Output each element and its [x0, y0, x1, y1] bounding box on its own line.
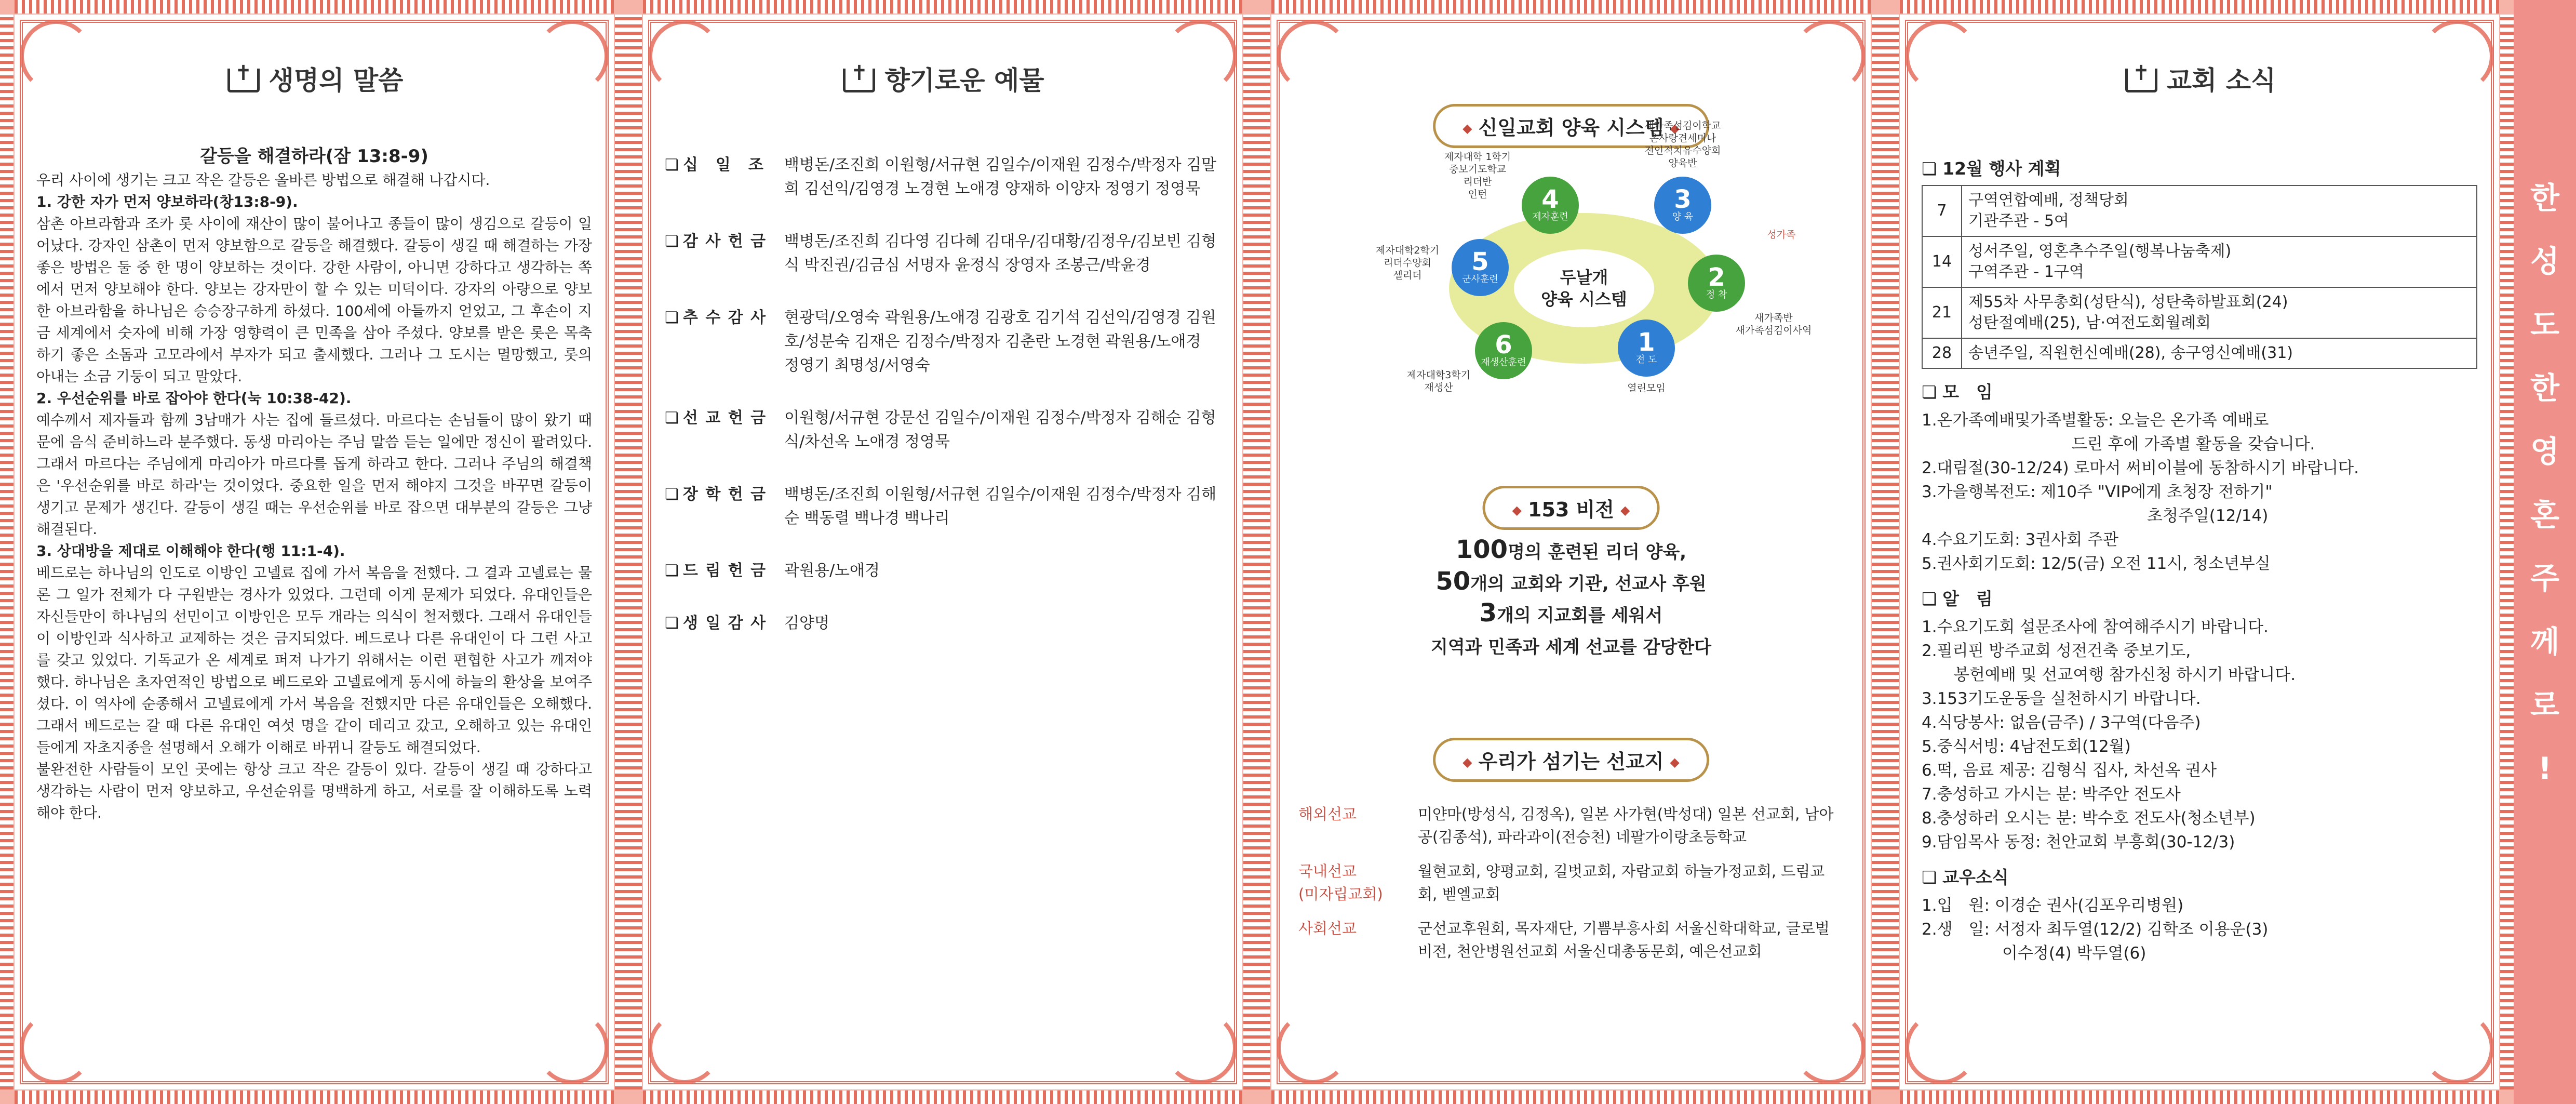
mission-value: 월현교회, 양평교회, 길벗교회, 자람교회 하늘가정교회, 드림교회, 벧엘교회: [1418, 862, 1825, 903]
node-number: 6: [1495, 330, 1512, 360]
section-title-text: 교회 소식: [2166, 65, 2276, 96]
list-item: 3.가을행복전도: 제10주 "VIP에게 초청장 전하기" 초청주일(12/14): [1922, 483, 2273, 525]
list-item: 4.수요기도회: 3권사회 주관: [1922, 530, 2118, 549]
node-caption: 제자대학3학기 재생산: [1406, 369, 1471, 393]
offering-label: ❏ 추 수 감 사: [665, 306, 784, 378]
vision-title: ◆ 153 비전 ◆: [1483, 486, 1660, 530]
diagram-node: [1522, 177, 1579, 234]
list-item: 7.충성하고 가시는 분: 박주안 전도사: [1922, 785, 2181, 804]
offering-label: ❏ 감 사 헌 금: [665, 230, 784, 277]
sermon-intro: 우리 사이에 생기는 크고 작은 갈등은 올바른 방법으로 해결해 나갑시다.: [36, 171, 490, 189]
node-caption: 열린모임: [1627, 382, 1666, 394]
banner-char: 혼: [2530, 497, 2560, 533]
offering-names: 곽원용/노애경: [784, 562, 880, 580]
list-item: 5.권사회기도회: 12/5(금) 오전 11시, 청소년부실: [1922, 554, 2271, 573]
sermon-title: 갈등을 해결하라(잠 13:8-9): [200, 146, 428, 167]
node-caption: 새가족섬김이학교 온사랑견세미나 전인적치유수양회 양육반: [1644, 120, 1721, 169]
node-number: 2: [1708, 263, 1725, 292]
side-banner: [2514, 0, 2576, 1104]
offering-names: 이원형/서규현 강문선 김일수/이재원 김정수/박정자 김해순 김형식/차선옥 노애경 정영묵: [784, 409, 1216, 451]
vision-line: [1304, 567, 1839, 598]
diagram-node: [1452, 239, 1509, 296]
list-item: 3.153기도운동을 실천하시기 바랍니다.: [1922, 689, 2201, 708]
offering-row: [665, 611, 1220, 635]
node-label: 양 육: [1672, 211, 1694, 222]
panel-vision: [1257, 0, 1885, 1104]
diagram-node: [1618, 320, 1675, 377]
diagram-core: 두날개 양육 시스템: [1514, 249, 1654, 327]
vision-line-text: 명의 훈련된 리더 양육,: [1508, 542, 1687, 563]
sermon-paragraph: 삼촌 아브라함과 조카 롯 사이에 재산이 많이 불어나고 종들이 많이 생김으로 갈등이 일어났다. 강자인 삼촌이 먼저 양보함으로 갈등을 해결했다. 갈등이 생길 때 해결하는 가장 좋은 방법은 둘 중 한 명이 양보하는 것이다. 강한 사람이, 아니면 강하다고 생각하는 쪽에서 먼저 양보해야 한다. 양보는 강자만이 할 수 있는 미덕이다. 강자의 아량으로 양보한 아브라함을 하나님은 승승장구하게 하셨다. 100세에 아들까지 얻었고, 그 후손이 지금 세계에서 숫자에 비해 가장 영향력이 큰 민족을 삼아 주셨다. 양보를 받은 롯은 목축하기 좋은 소돔과 고모라에서 부자가 되고 출세했다. 그러나 그 도시는 멸망했고, 롯의 아내는 소금 기둥이 되고 말았다.: [36, 215, 592, 385]
decorative-stripe: [0, 15, 14, 1089]
banner-char: 영: [2530, 434, 2560, 469]
diagram-node: [1475, 322, 1532, 379]
node-label: 재생산훈련: [1481, 357, 1526, 368]
vision-number: 100: [1455, 535, 1508, 564]
sermon-point: 1. 강한 자가 먼저 양보하라(창13:8-9).: [36, 193, 298, 210]
panel-offerings: [628, 0, 1257, 1104]
vision-line-text: 개의 지교회를 세워서: [1497, 605, 1663, 626]
node-number: 3: [1674, 185, 1692, 214]
system-title: ◆ 신일교회 양육 시스템 ◆: [1433, 104, 1709, 148]
decorative-stripe: [1257, 15, 1270, 1089]
schedule-day: 14: [1922, 236, 1962, 287]
list-item: 5.중식서빙: 4남전도회(12월): [1922, 737, 2131, 756]
node-label: 제자훈련: [1532, 211, 1568, 222]
mission-title: ◆ 우리가 섬기는 선교지 ◆: [1433, 738, 1709, 782]
list-item: 1.수요기도회 설문조사에 참여해주시기 바랍니다.: [1922, 618, 2269, 636]
list-item: 2.대림절(30-12/24) 로마서 써비이블에 동참하시기 바랍니다.: [1922, 459, 2359, 477]
schedule-day: 21: [1922, 287, 1962, 338]
banner-char: 도: [2530, 307, 2560, 342]
node-caption: 제자대학2학기 리더수양회 셀리더: [1375, 245, 1440, 281]
node-caption: 새가족반 새가족섬김이사역: [1735, 312, 1812, 336]
decorative-stripe: [643, 0, 1242, 14]
node-label: 전 도: [1635, 354, 1657, 365]
vision-text: [1304, 535, 1839, 662]
table-row: [1922, 338, 2477, 368]
members-title: ❏ 교우소식: [1922, 866, 2477, 889]
corner-ornament: [1793, 20, 1866, 92]
corner-ornament: [1277, 20, 1349, 92]
decorative-stripe: [1271, 1090, 1871, 1104]
node-number: 1: [1638, 328, 1655, 357]
schedule-day: 7: [1922, 185, 1962, 236]
section-title-text: 생명의 말씀: [269, 65, 404, 96]
schedule-text: 성서주일, 영혼추수주일(행복나눔축제) 구역주관 - 1구역: [1962, 236, 2477, 287]
schedule-text: 송년주일, 직원헌신예배(28), 송구영신예배(31): [1962, 338, 2477, 368]
section-title: [1885, 60, 2514, 97]
offering-label: ❏ 선 교 헌 금: [665, 406, 784, 454]
section-title: [0, 60, 628, 97]
sermon-point: 2. 우선순위를 바로 잡아야 한다(눅 10:38-42).: [36, 390, 352, 407]
list-item: 1.온가족예배및가족별활동: 오늘은 온가족 예배로 드린 후에 가족별 활동을 갖습니다.: [1922, 411, 2315, 454]
decorative-stripe: [1900, 0, 2499, 14]
list-item: 2.필리핀 방주교회 성전건축 중보기도, 봉헌예배 및 선교여행 참가신청 하시기 바랍니다.: [1922, 642, 2296, 684]
panel-church-news: [1885, 0, 2514, 1104]
sermon: [36, 145, 592, 824]
diagram-node: [1688, 255, 1745, 312]
offering-names: 김양명: [784, 614, 829, 632]
growth-label: 성가족: [1767, 229, 1796, 241]
schedule-table: [1922, 185, 2477, 369]
vision-number: 50: [1435, 567, 1471, 596]
offering-row: [665, 483, 1220, 530]
decorative-stripe: [15, 1090, 614, 1104]
corner-ornament: [648, 1012, 721, 1084]
vision-line: [1304, 598, 1839, 630]
bible-cross-icon: [2123, 64, 2159, 92]
corner-ornament: [2421, 1012, 2494, 1084]
decorative-stripe: [1243, 15, 1257, 1089]
banner-char: 로: [2530, 687, 2560, 723]
vision-line: [1304, 630, 1839, 662]
list-item: 9.담임목사 동정: 천안교회 부흥회(30-12/3): [1922, 833, 2235, 852]
table-row: [1922, 185, 2477, 236]
schedule-title: ❏ 12월 행사 계획: [1922, 157, 2477, 181]
corner-ornament: [1793, 1012, 1866, 1084]
banner-char: 주: [2530, 561, 2560, 596]
corner-ornament: [1277, 1012, 1349, 1084]
mission-row: [1298, 803, 1844, 848]
mission-row: [1298, 860, 1844, 906]
decorative-stripe: [15, 0, 614, 14]
list-item: 4.식당봉사: 없음(금주) / 3구역(다음주): [1922, 713, 2201, 732]
decorative-stripe: [1900, 1090, 2499, 1104]
mission-value: 군선교후원회, 목자재단, 기쁨부흥사회 서울신학대학교, 글로벌비전, 천안병원선교회 서울신대총동문회, 예은선교회: [1418, 920, 1830, 960]
banner-char: !: [2538, 751, 2552, 786]
decorative-stripe: [1872, 15, 1885, 1089]
list-item: 6.떡, 음료 제공: 김형식 집사, 차선옥 권사: [1922, 761, 2217, 780]
decorative-stripe: [1885, 15, 1899, 1089]
meetings-title: ❏ 모 임: [1922, 380, 2477, 404]
vision-line: [1304, 535, 1839, 567]
sermon-paragraph: 불완전한 사람들이 모인 곳에는 항상 크고 작은 갈등이 있다. 갈등이 생길 때 강하다고 생각하는 사람이 먼저 양보하고, 우선순위를 명백하게 하고, 서로를 잘 이해하도록 노력해야 한다.: [36, 761, 592, 821]
banner-char: 성: [2530, 244, 2560, 279]
banner-char: 한: [2530, 180, 2560, 216]
mission-list: [1298, 803, 1844, 974]
decorative-stripe: [615, 15, 628, 1089]
corner-ornament: [1164, 1012, 1237, 1084]
list-item: 2.생 일: 서정자 최두열(12/2) 김학조 이용운(3) 이수정(4) 박두열(6): [1922, 920, 2269, 963]
table-row: [1922, 287, 2477, 338]
vision-number: 3: [1479, 598, 1497, 628]
bible-cross-icon: [225, 64, 262, 92]
offering-names: 백병돈/조진희 이원형/서규현 김일수/이재원 김정수/박정자 김말희 김선익/김영경 노경현 노애경 양재하 이양자 정영기 정영묵: [784, 156, 1217, 198]
section-title-text: 향기로운 예물: [884, 65, 1044, 96]
offering-label: ❏ 생 일 감 사: [665, 611, 784, 635]
panel-word-of-life: [0, 0, 628, 1104]
node-label: 정 착: [1706, 289, 1727, 300]
offering-row: [665, 559, 1220, 583]
node-number: 4: [1541, 185, 1559, 214]
node-caption: 제자대학 1학기 중보기도학교 리더반 인턴: [1444, 151, 1511, 200]
corner-ornament: [1905, 1012, 1978, 1084]
offering-label: ❏ 장 학 헌 금: [665, 483, 784, 530]
offering-row: [665, 230, 1220, 277]
diagram-node: [1654, 177, 1711, 234]
mission-label: 사회선교: [1298, 920, 1357, 937]
offering-list: [665, 153, 1220, 664]
node-label: 군사훈련: [1462, 274, 1498, 285]
offering-row: [665, 153, 1220, 201]
sermon-point: 3. 상대방을 제대로 이해해야 한다(행 11:1-4).: [36, 542, 345, 560]
offering-names: 백병돈/조진희 김다영 김다혜 김대우/김대황/김정우/김보빈 김형식 박진권/김금심 서명자 윤정식 장영자 조봉근/박윤경: [784, 232, 1217, 274]
mission-value: 미얀마(방성식, 김정옥), 일본 사가현(박성대) 일본 선교회, 남아공(김종석), 파라과이(전승천) 네팔가이랑초등학교: [1418, 805, 1834, 846]
corner-ornament: [536, 1012, 609, 1084]
side-banner-text: [2514, 166, 2576, 800]
sermon-paragraph: 예수께서 제자들과 함께 3남매가 사는 집에 들르셨다. 마르다는 손님들이 많이 왔기 때문에 음식 준비하느라 분주했다. 동생 마리아는 주님 말씀 듣는 일에만 정신이 팔려있다. 그래서 마르다는 주님에게 마리아가 마르다를 돕게 하라고 한다. 그러나 주님의 해결책은 '우선순위를 바로 하라'는 것이었다. 중요한 일을 먼저 해야지 그것을 바꾸면 갈등이 생기고 문제가 생긴다. 갈등이 생길 때는 우선순위를 바로 잡으면 대부분의 갈등은 그냥 해결된다.: [36, 411, 592, 538]
offering-names: 현광덕/오영숙 곽원용/노애경 김광호 김기석 김선익/김영경 김원호/성분숙 김재은 김정수/박정자 김춘란 노경현 곽원용/노애경 정영기 최명성/서영숙: [784, 309, 1216, 375]
vision-line-text: 개의 교회와 기관, 선교사 후원: [1470, 574, 1707, 594]
node-number: 5: [1471, 247, 1489, 276]
schedule-text: 제55차 사무총회(성탄식), 성탄축하발표회(24) 성탄절예배(25), 남·여전도회월례회: [1962, 287, 2477, 338]
decorative-stripe: [643, 1090, 1242, 1104]
offering-names: 백병돈/조진희 이원형/서규현 김일수/이재원 김정수/박정자 김해순 백동렬 백나경 백나리: [784, 485, 1217, 527]
sermon-paragraph: 베드로는 하나님의 인도로 이방인 고넬료 집에 가서 복음을 전했다. 그 결과 고넬료는 물론 그 일가 전체가 다 구원받는 경사가 있었다. 그런데 이게 문제가 되었다. 유대인들은 자신들만이 하나님의 선민이고 이방인은 모두 개라는 의식이 철저했다. 그래서 유대인들이 이방인과 식사하고 교제하는 것은 금지되었다. 베드로나 다른 유대인이 다 그런 사고를 갖고 있었다. 기독교가 온 세계로 퍼져 나가기 위해서는 이런 편협한 사고가 깨져야 했다. 하나님은 초자연적인 방법으로 베드로와 고넬료에게 동시에 하늘의 환상을 보여주셨다. 이 역사에 순종해서 고넬료에게 가서 복음을 전했지만 다른 유대인들은 오해했다. 그래서 베드로는 갈 때 다른 유대인 여섯 명을 같이 데리고 갔고, 오해하고 있는 유대인들에게 자초지종을 설명해서 오해가 이해로 바뀌니 갈등도 해결되었다.: [36, 564, 592, 756]
decorative-stripe: [628, 15, 642, 1089]
vision-line-text: 지역과 민족과 세계 선교를 감당한다: [1430, 637, 1711, 658]
mission-label: 해외선교: [1298, 805, 1357, 823]
decorative-stripe: [2500, 15, 2514, 1089]
mission-row: [1298, 917, 1844, 963]
decorative-stripe: [1271, 0, 1871, 14]
schedule-day: 28: [1922, 338, 1962, 368]
bible-cross-icon: [841, 64, 877, 92]
church-news: [1922, 145, 2477, 965]
mission-label: 국내선교 (미자립교회): [1298, 862, 1383, 903]
offering-row: [665, 406, 1220, 454]
list-item: 8.충성하러 오시는 분: 박수호 전도사(청소년부): [1922, 809, 2256, 828]
table-row: [1922, 236, 2477, 287]
banner-char: 한: [2530, 370, 2560, 406]
banner-char: 께: [2530, 624, 2560, 659]
corner-ornament: [20, 1012, 92, 1084]
notices-title: ❏ 알 림: [1922, 587, 2477, 611]
offering-label: ❏ 십 일 조: [665, 153, 784, 201]
schedule-text: 구역연합예배, 정책당회 기관주관 - 5여: [1962, 185, 2477, 236]
list-item: 1.입 원: 이경순 권사(김포우리병원): [1922, 896, 2184, 915]
section-title: [628, 60, 1257, 97]
offering-label: ❏ 드 림 헌 금: [665, 559, 784, 583]
offering-row: [665, 306, 1220, 378]
